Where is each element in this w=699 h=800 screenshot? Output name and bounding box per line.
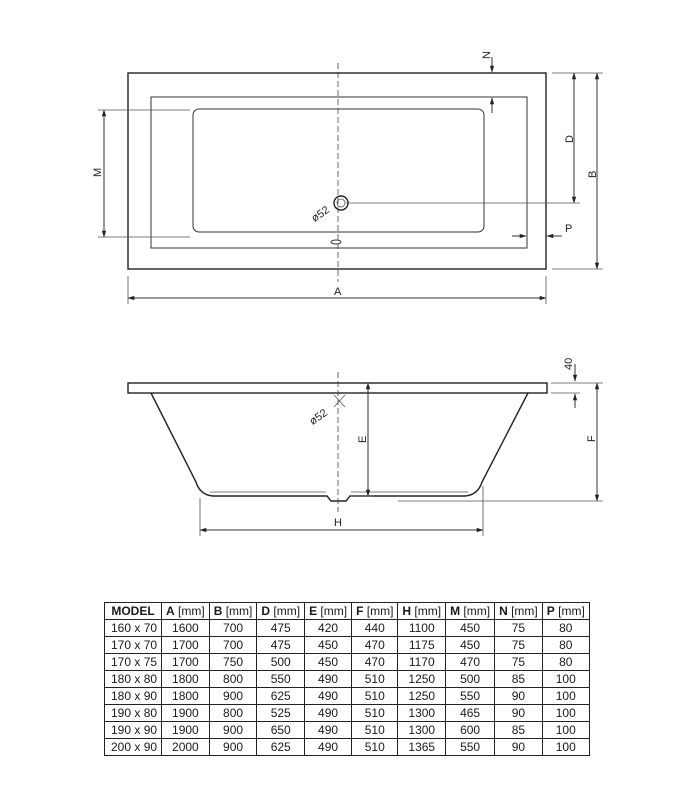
- column-header-b: B [mm]: [209, 603, 257, 620]
- value-cell: 550: [446, 739, 495, 756]
- value-cell: 900: [209, 722, 257, 739]
- value-cell: 510: [352, 739, 398, 756]
- value-cell: 510: [352, 688, 398, 705]
- value-cell: 490: [305, 688, 352, 705]
- value-cell: 85: [495, 671, 543, 688]
- value-cell: 900: [209, 739, 257, 756]
- column-header-model: MODEL: [105, 603, 162, 620]
- value-cell: 100: [542, 739, 589, 756]
- value-cell: 525: [257, 705, 305, 722]
- value-cell: 800: [209, 671, 257, 688]
- drain-outlet: [334, 196, 348, 210]
- dim-E-label: E: [357, 435, 369, 443]
- column-header-p: P [mm]: [542, 603, 589, 620]
- value-cell: 1100: [398, 620, 446, 637]
- value-cell: 625: [257, 739, 305, 756]
- tub-inner-rim: [151, 97, 527, 248]
- value-cell: 1170: [398, 654, 446, 671]
- value-cell: 800: [209, 705, 257, 722]
- drain-diameter-label: ø52: [309, 204, 332, 225]
- value-cell: 700: [209, 637, 257, 654]
- dim-D-label: D: [564, 135, 576, 143]
- dim-B-label: B: [587, 170, 599, 178]
- value-cell: 1250: [398, 671, 446, 688]
- model-cell: 190 x 90: [105, 722, 162, 739]
- column-header-m: M [mm]: [446, 603, 495, 620]
- value-cell: 475: [257, 637, 305, 654]
- value-cell: 750: [209, 654, 257, 671]
- value-cell: 900: [209, 688, 257, 705]
- table-row: [105, 722, 590, 739]
- column-header-a: A [mm]: [162, 603, 210, 620]
- top-view: [92, 51, 603, 304]
- value-cell: 1250: [398, 688, 446, 705]
- table-row: [105, 637, 590, 654]
- value-cell: 90: [495, 705, 543, 722]
- column-header-e: E [mm]: [305, 603, 352, 620]
- value-cell: 700: [209, 620, 257, 637]
- model-cell: 160 x 70: [105, 620, 162, 637]
- table-body: [105, 620, 590, 756]
- value-cell: 510: [352, 722, 398, 739]
- value-cell: 80: [542, 637, 589, 654]
- value-cell: 450: [446, 637, 495, 654]
- table-row: [105, 620, 590, 637]
- value-cell: 500: [257, 654, 305, 671]
- value-cell: 450: [305, 637, 352, 654]
- value-cell: 465: [446, 705, 495, 722]
- value-cell: 1175: [398, 637, 446, 654]
- model-cell: 180 x 80: [105, 671, 162, 688]
- value-cell: 550: [257, 671, 305, 688]
- value-cell: 1800: [162, 671, 210, 688]
- dim-A-label: A: [334, 286, 342, 298]
- value-cell: 1800: [162, 688, 210, 705]
- value-cell: 75: [495, 654, 543, 671]
- value-cell: 490: [305, 722, 352, 739]
- value-cell: 75: [495, 637, 543, 654]
- value-cell: 1300: [398, 705, 446, 722]
- dim-P-label: P: [565, 223, 573, 235]
- value-cell: 650: [257, 722, 305, 739]
- value-cell: 470: [352, 637, 398, 654]
- column-header-d: D [mm]: [257, 603, 305, 620]
- model-cell: 200 x 90: [105, 739, 162, 756]
- table-header-row: [105, 603, 590, 620]
- dim-H-label: H: [334, 517, 342, 529]
- value-cell: 470: [446, 654, 495, 671]
- value-cell: 1700: [162, 654, 210, 671]
- value-cell: 470: [352, 654, 398, 671]
- value-cell: 440: [352, 620, 398, 637]
- value-cell: 510: [352, 705, 398, 722]
- value-cell: 450: [305, 654, 352, 671]
- value-cell: 510: [352, 671, 398, 688]
- column-header-n: N [mm]: [495, 603, 543, 620]
- value-cell: 550: [446, 688, 495, 705]
- value-cell: 80: [542, 620, 589, 637]
- tub-body-profile: [151, 393, 528, 501]
- tub-rim-profile: [128, 383, 547, 393]
- table-row: [105, 739, 590, 756]
- model-cell: 170 x 75: [105, 654, 162, 671]
- model-cell: 170 x 70: [105, 637, 162, 654]
- table-row: [105, 671, 590, 688]
- value-cell: 1900: [162, 705, 210, 722]
- value-cell: 75: [495, 620, 543, 637]
- value-cell: 420: [305, 620, 352, 637]
- value-cell: 450: [446, 620, 495, 637]
- value-cell: 100: [542, 722, 589, 739]
- value-cell: 1900: [162, 722, 210, 739]
- value-cell: 600: [446, 722, 495, 739]
- dim-N-label: N: [481, 51, 493, 59]
- dim-M-label: M: [92, 167, 104, 177]
- column-header-h: H [mm]: [398, 603, 446, 620]
- table-row: [105, 705, 590, 722]
- table-row: [105, 688, 590, 705]
- value-cell: 90: [495, 739, 543, 756]
- value-cell: 85: [495, 722, 543, 739]
- dimensions-table: [104, 602, 590, 756]
- value-cell: 100: [542, 688, 589, 705]
- tub-basin-bottom: [193, 109, 484, 232]
- value-cell: 490: [305, 671, 352, 688]
- value-cell: 625: [257, 688, 305, 705]
- value-cell: 490: [305, 739, 352, 756]
- value-cell: 1600: [162, 620, 210, 637]
- column-header-f: F [mm]: [352, 603, 398, 620]
- value-cell: 1700: [162, 637, 210, 654]
- overflow-slot: [331, 240, 341, 244]
- table-row: [105, 654, 590, 671]
- dim-rim-label: 40: [563, 357, 575, 370]
- value-cell: 490: [305, 705, 352, 722]
- value-cell: 90: [495, 688, 543, 705]
- value-cell: 1365: [398, 739, 446, 756]
- dim-F-label: F: [586, 435, 598, 442]
- value-cell: 100: [542, 705, 589, 722]
- model-cell: 180 x 90: [105, 688, 162, 705]
- value-cell: 2000: [162, 739, 210, 756]
- value-cell: 500: [446, 671, 495, 688]
- value-cell: 100: [542, 671, 589, 688]
- value-cell: 80: [542, 654, 589, 671]
- value-cell: 475: [257, 620, 305, 637]
- side-view: [128, 358, 603, 536]
- model-cell: 190 x 80: [105, 705, 162, 722]
- value-cell: 1300: [398, 722, 446, 739]
- side-drain-diameter-label: ø52: [307, 407, 330, 428]
